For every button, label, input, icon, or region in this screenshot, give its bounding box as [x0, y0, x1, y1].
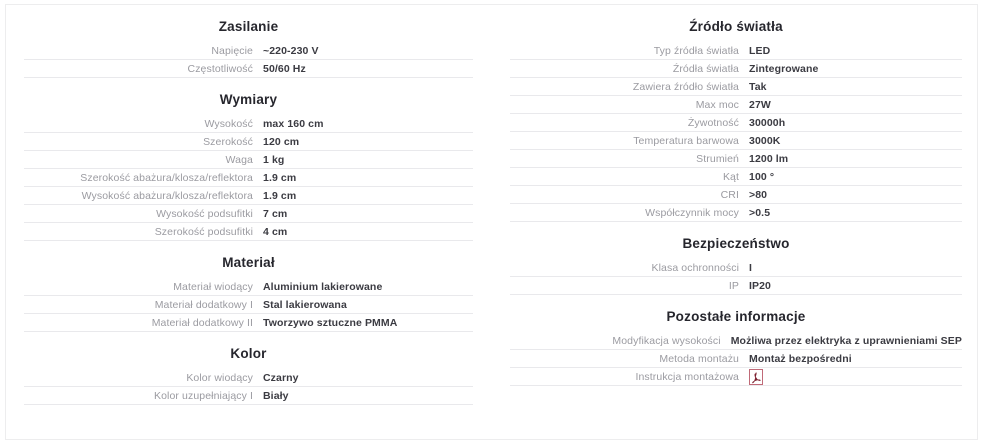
spec-value: IP20	[749, 279, 771, 292]
spec-row	[24, 42, 473, 60]
spec-label: Szerokość abażura/klosza/reflektora	[80, 171, 253, 184]
spec-row	[510, 60, 962, 78]
spec-label: Kolor wiodący	[186, 371, 253, 384]
spec-row	[510, 114, 962, 132]
spec-label: Materiał wiodący	[173, 280, 253, 293]
spec-value: 1.9 cm	[263, 171, 297, 184]
spec-label: Instrukcja montażowa	[635, 370, 739, 383]
spec-row	[510, 168, 962, 186]
spec-label: Wysokość podsufitki	[156, 207, 253, 220]
spec-row	[510, 96, 962, 114]
spec-value: 120 cm	[263, 135, 300, 148]
spec-value: Biały	[263, 389, 289, 402]
section-title: Kolor	[230, 346, 267, 361]
spec-label: Źródła światła	[672, 62, 739, 75]
spec-value: Zintegrowane	[749, 62, 819, 75]
spec-row	[24, 151, 473, 169]
spec-row	[24, 205, 473, 223]
spec-value: 4 cm	[263, 225, 288, 238]
spec-value: 1 kg	[263, 153, 285, 166]
spec-label: Żywotność	[687, 116, 739, 129]
spec-value: >0.5	[749, 206, 771, 219]
spec-value: 100 °	[749, 170, 775, 183]
spec-row	[24, 314, 473, 332]
spec-label: Szerokość podsufitki	[154, 225, 253, 238]
section-title: Wymiary	[219, 92, 278, 107]
spec-row	[510, 204, 962, 222]
spec-row	[510, 332, 962, 350]
section-title: Zasilanie	[218, 19, 279, 34]
spec-row	[24, 278, 473, 296]
spec-value: >80	[749, 188, 768, 201]
spec-value: Aluminium lakierowane	[263, 280, 383, 293]
spec-row	[24, 296, 473, 314]
spec-row	[510, 350, 962, 368]
spec-value: I	[749, 261, 753, 274]
spec-label: Wysokość	[204, 117, 253, 130]
section-title: Pozostałe informacje	[666, 309, 806, 324]
spec-value: LED	[749, 44, 771, 57]
left-column	[24, 5, 473, 405]
spec-label: Współczynnik mocy	[645, 206, 739, 219]
spec-value: Montaż bezpośredni	[749, 352, 852, 365]
spec-row	[510, 277, 962, 295]
spec-row	[24, 187, 473, 205]
spec-value: 1.9 cm	[263, 189, 297, 202]
spec-value: 3000K	[749, 134, 781, 147]
spec-label: Szerokość	[203, 135, 253, 148]
right-column	[510, 5, 962, 405]
spec-row	[24, 115, 473, 133]
spec-label: CRI	[720, 188, 739, 201]
spec-label: Napięcie	[211, 44, 253, 57]
spec-row	[510, 150, 962, 168]
spec-row	[24, 369, 473, 387]
spec-row	[510, 259, 962, 277]
spec-value: Stal lakierowana	[263, 298, 347, 311]
spec-row	[24, 133, 473, 151]
spec-label: Materiał dodatkowy I	[154, 298, 253, 311]
spec-row	[24, 223, 473, 241]
spec-label: Zawiera źródło światła	[632, 80, 739, 93]
pdf-file-icon[interactable]	[749, 369, 763, 385]
spec-label: Strumień	[696, 152, 739, 165]
section-title: Materiał	[222, 255, 275, 270]
section-title: Źródło światła	[689, 19, 783, 34]
spec-columns	[6, 5, 977, 405]
spec-row	[510, 132, 962, 150]
spec-label: Max moc	[695, 98, 739, 111]
spec-value: 7 cm	[263, 207, 288, 220]
spec-label: Kolor uzupełniający I	[154, 389, 253, 402]
spec-value: 27W	[749, 98, 771, 111]
spec-row	[510, 368, 962, 386]
spec-value: 1200 lm	[749, 152, 789, 165]
spec-label: Metoda montażu	[659, 352, 739, 365]
spec-value: 50/60 Hz	[263, 62, 306, 75]
spec-row	[510, 42, 962, 60]
section-title: Bezpieczeństwo	[682, 236, 790, 251]
spec-value: Możliwa przez elektryka z uprawnieniami SEP	[730, 334, 962, 347]
spec-label: Waga	[225, 153, 253, 166]
spec-row	[24, 60, 473, 78]
spec-label: Modyfikacja wysokości	[612, 334, 721, 347]
spec-label: Wysokość abażura/klosza/reflektora	[81, 189, 253, 202]
spec-row	[510, 186, 962, 204]
spec-value: 30000h	[749, 116, 786, 129]
spec-row	[24, 387, 473, 405]
spec-label: Częstotliwość	[187, 62, 253, 75]
spec-card	[5, 4, 978, 440]
spec-value: Tworzywo sztuczne PMMA	[263, 316, 398, 329]
spec-label: Kąt	[722, 170, 739, 183]
spec-value: max 160 cm	[263, 117, 324, 130]
spec-row	[24, 169, 473, 187]
spec-value: Tak	[749, 80, 767, 93]
spec-label: Typ źródła światła	[653, 44, 739, 57]
spec-row	[510, 78, 962, 96]
spec-value: ~220-230 V	[263, 44, 319, 57]
spec-value: Czarny	[263, 371, 299, 384]
spec-label: Materiał dodatkowy II	[151, 316, 253, 329]
spec-label: Klasa ochronności	[651, 261, 739, 274]
spec-label: Temperatura barwowa	[633, 134, 739, 147]
spec-label: IP	[728, 279, 739, 292]
